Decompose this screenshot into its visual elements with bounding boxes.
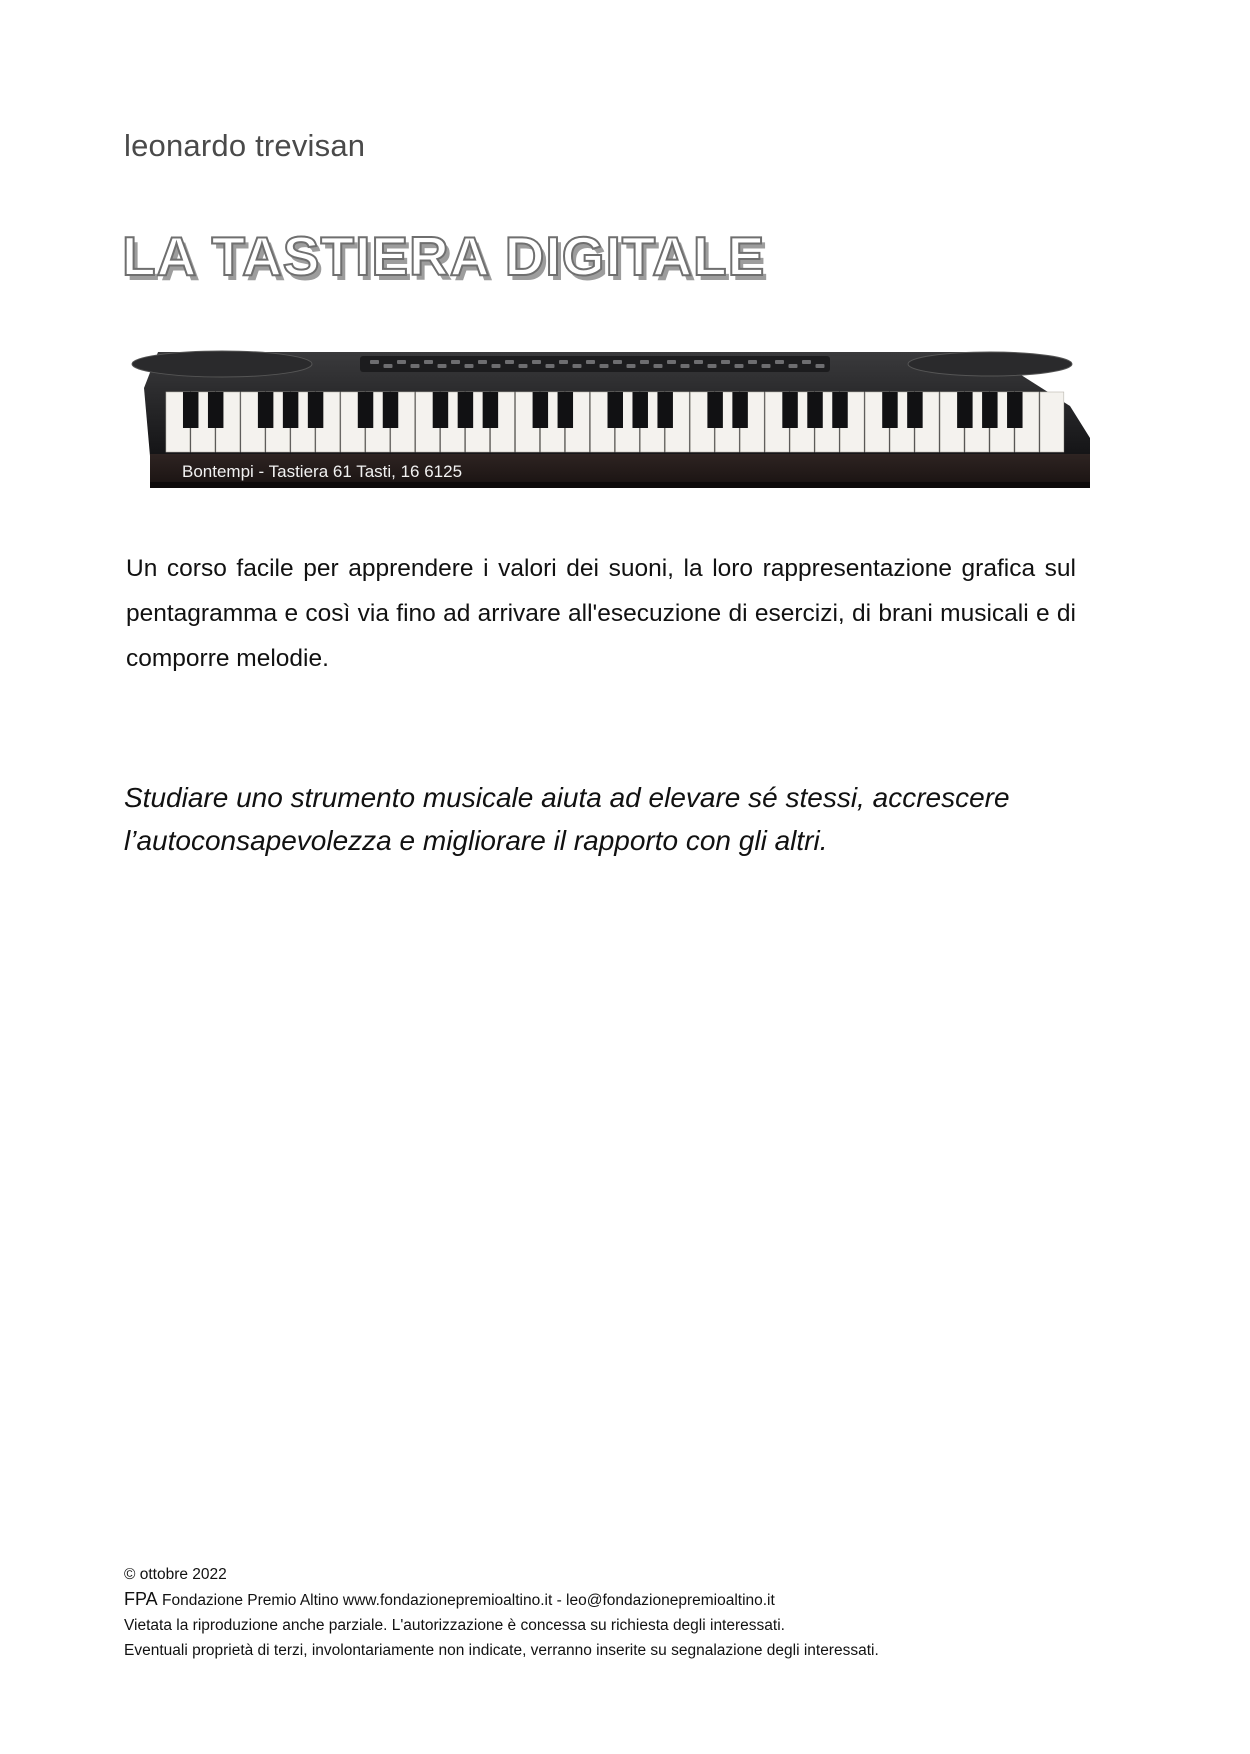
footer: [124, 1562, 1124, 1663]
document-title: LA TASTIERA DIGITALE: [122, 225, 766, 287]
image-caption: Bontempi - Tastiera 61 Tasti, 16 6125: [182, 462, 463, 481]
rights-notice: Vietata la riproduzione anche parziale. L'autorizzazione è concessa su richiesta degli interessati.: [124, 1617, 785, 1634]
brand-abbreviation: FPA: [124, 1589, 158, 1609]
copyright-line: © ottobre 2022: [124, 1566, 227, 1583]
intro-paragraph: Un corso facile per apprendere i valori dei suoni, la loro rappresentazione grafica sul pentagramma e così via fino ad arrivare all'esecuzione di esercizi, di brani musicali e di comporre melodie.: [126, 555, 1076, 672]
organization-line: [124, 1587, 1124, 1613]
organization-contact: Fondazione Premio Altino www.fondazionepremioaltino.it - leo@fondazionepremioaltino.it: [161, 1592, 775, 1609]
author-name: leonardo trevisan: [124, 128, 366, 163]
third-party-disclaimer: Eventuali proprietà di terzi, involontariamente non indicate, verranno inserite su segnalazione degli interessati.: [124, 1642, 879, 1659]
quote-paragraph: Studiare uno strumento musicale aiuta ad elevare sé stessi, accrescere l’autoconsapevolezza e migliorare il rapporto con gli altri.: [124, 782, 1010, 856]
